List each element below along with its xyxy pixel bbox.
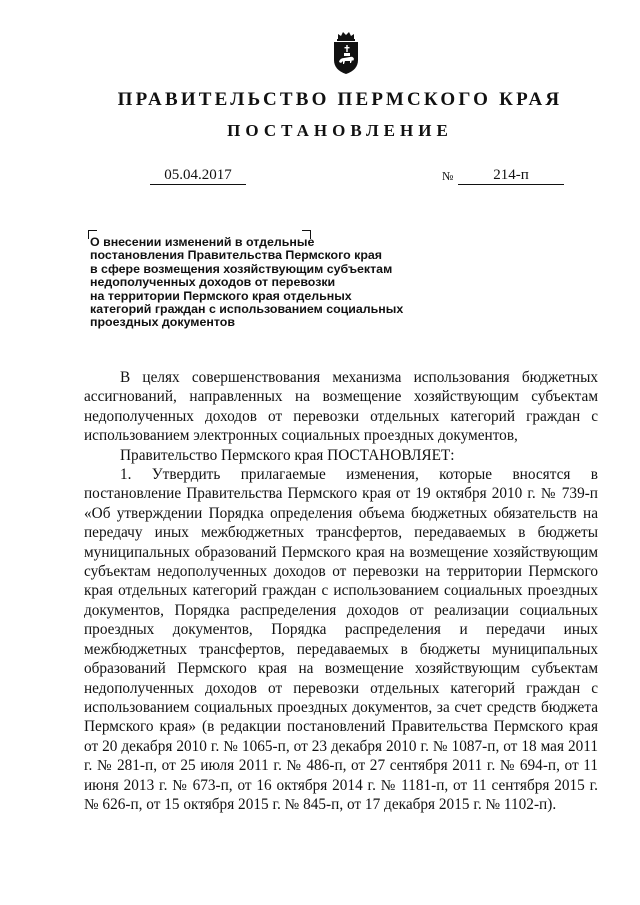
number-label: № (442, 169, 454, 183)
subject-line: постановления Правительства Пермского края (90, 248, 383, 263)
body-paragraph-item-1: 1. Утвердить прилагаемые изменения, которые вносятся в постановление Правительства Пермского края от 19 октября 2010 г. № 739-п «Об утверждении Порядка определения объема бюджетных обязательств на передачу иных межбюджетных трансфертов, передаваемых в бюджеты муниципальных образований Пермского края на возмещение хозяйствующим субъектам недополученных доходов от перевозки на территории Пермского края отдельных категорий граждан с использованием социальных проездных документов, Порядка распределения доходов от реализации социальных проездных документов, Порядка распределения и передачи иных межбюджетных трансфертов, передаваемых в бюджеты муниципальных образований Пермского края на возмещение хозяйствующим субъектам недополученных доходов от перевозки отдельных категорий граждан с использованием социальных проездных документов, за счет средств бюджета Пермского края» (в редакции постановлений Правительства Пермского края от 20 декабря 2010 г. № 1065-п, от 23 декабря 2010 г. № 1087-п, от 18 мая 2011 г. № 281-п, от 25 июля 2011 г. № 486-п, от 27 сентября 2011 г. № 694-п, от 11 июня 2013 г. № 673-п, от 16 октября 2014 г. № 1181-п, от 11 сентября 2015 г. № 626-п, от 15 октября 2015 г. № 845-п, от 17 декабря 2015 г. № 1102-п). (84, 466, 598, 813)
subject-line: категорий граждан с использованием социальных (90, 302, 404, 317)
subject-line: О внесении изменений в отдельные (90, 235, 315, 249)
document-number: 214-п (458, 167, 564, 185)
subject-line: проездных документов (90, 315, 235, 330)
subject-line: на территории Пермского края отдельных (90, 288, 352, 303)
body-paragraph-resolves: Правительство Пермского края ПОСТАНОВЛЯЕТ: (120, 446, 455, 464)
document-body (84, 368, 598, 814)
organization-title: ПРАВИТЕЛЬСТВО ПЕРМСКОГО КРАЯ (117, 89, 563, 110)
subject-line: недополученных доходов от перевозки (90, 275, 336, 290)
document-subject (90, 236, 470, 330)
document-date: 05.04.2017 (150, 167, 246, 185)
perm-krai-coat-of-arms-icon (329, 30, 363, 76)
document-type-title: ПОСТАНОВЛЕНИЕ (227, 121, 453, 140)
body-paragraph-preamble: В целях совершенствования механизма использования бюджетных ассигнований, направленных на возмещение хозяйствующим субъектам недополученных доходов от перевозки отдельных категорий граждан с использованием электронных социальных проездных документов, (84, 369, 598, 445)
subject-line: в сфере возмещения хозяйствующим субъектам (90, 261, 393, 276)
